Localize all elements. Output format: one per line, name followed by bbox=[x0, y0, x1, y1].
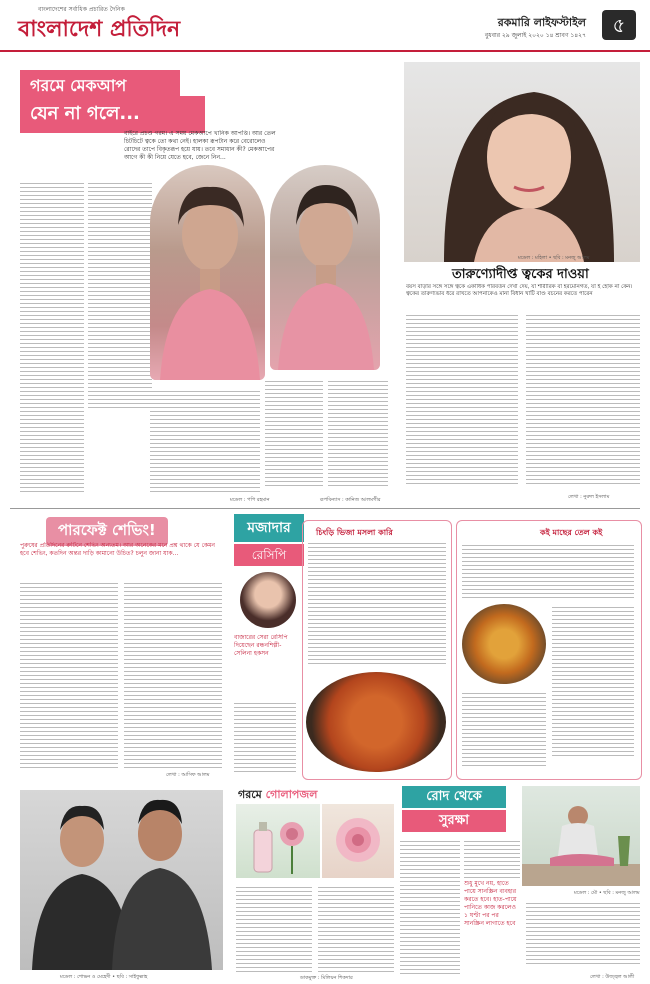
story5-title-line1: রোদ থেকে bbox=[402, 786, 506, 808]
page-number: ৫ bbox=[602, 10, 636, 40]
story1-body-col5 bbox=[328, 378, 388, 493]
section-name: রকমারি লাইফস্টাইল bbox=[497, 16, 586, 29]
section-divider bbox=[10, 508, 640, 509]
rose-petals-photo bbox=[322, 804, 394, 878]
recipe-banner: মজাদার bbox=[234, 514, 304, 542]
story5-body-col1 bbox=[400, 838, 460, 974]
story1-title-line1: গরমে মেকআপ bbox=[20, 70, 180, 103]
newspaper-logo[interactable]: বাংলাদেশের সর্বাধিক প্রচারিত দৈনিক বাংলাদেশ প্রতিদিন bbox=[18, 12, 180, 49]
yoga-model-photo bbox=[522, 786, 640, 886]
recipe-dish2-title: কই মাছের তেল কই bbox=[540, 528, 603, 537]
story5-caption: মডেল : মৌ • ছবি : মনজু আলম bbox=[574, 890, 640, 896]
makeup-model-photo-2 bbox=[270, 165, 380, 370]
yoga-pose-icon bbox=[522, 786, 640, 886]
koi-fish-curry-photo bbox=[462, 604, 546, 684]
story4-body-col2 bbox=[318, 884, 394, 974]
recipe-dish2-body-1 bbox=[462, 542, 634, 602]
story4-title-main: গোলাপজল bbox=[265, 788, 318, 801]
chef-portrait bbox=[240, 572, 296, 628]
recipe-chef-credit: বাজারের সেরা রেসিপি দিয়েছেন রন্ধনশিল্পী- সেলিনা হকসন bbox=[234, 634, 288, 657]
story2-caption: মডেল : মহিলা • ছবি : মনজু আলম bbox=[518, 255, 590, 261]
story4-title-prefix: গরমে bbox=[238, 788, 262, 801]
story3-body-col1 bbox=[20, 580, 118, 770]
story2-title: তারুণ্যোদীপ্ত ত্বকের দাওয়া bbox=[452, 267, 589, 282]
story3-title: পারফেক্ট শেভিং! bbox=[46, 517, 168, 546]
model-silhouette-icon bbox=[150, 165, 265, 380]
story5-byline: লেখা : উজ্জ্বল আলী bbox=[590, 974, 635, 980]
recipe-chef-body bbox=[234, 700, 296, 775]
story5-body-col2 bbox=[464, 838, 520, 878]
story5-pullquote: শুধু মুখে নয়, হাতে পায়ে সানস্ক্রিন ব্যবহার করতে হবে। হাত-পায়ে পানিতে কাজ করলেও ১ ঘণ্টা পর পর সানস্ক্রিন লাগাতে হবে bbox=[464, 880, 517, 927]
story5-title-line2: সুরক্ষা bbox=[402, 810, 506, 832]
story1-body-col2 bbox=[88, 180, 152, 410]
story1-body-col4 bbox=[265, 378, 323, 493]
rose-icon bbox=[322, 804, 394, 878]
logo-tagline: বাংলাদেশের সর্বাধিক প্রচারিত দৈনিক bbox=[38, 6, 125, 13]
story4-byline: ডাকমুক্ত : মিলিয়ন শিকদার bbox=[300, 975, 353, 981]
men-models-icon bbox=[20, 790, 223, 970]
model-portrait-icon bbox=[404, 62, 640, 262]
story1-title-line2: যেন না গলে... bbox=[20, 96, 205, 133]
recipe-dish2-body-2 bbox=[552, 604, 634, 774]
recipe-dish1-title: চিংড়ি ভিজা মসলা কারি bbox=[316, 528, 393, 537]
story1-intro: বাইরে প্রচণ্ড গরম। এ সময় মেকআপে খানিক আপত্তি। আর তেল চিটচিটে ত্বকে তো কথা নেই। হালকা রূপটান করে বেরোলেও রোদের তাপে বিকৃতরূপ হয়ে যায়। তবে সমাধান কী? মেকআপের আগে কী কী নিয়ে যেতে হবে, জেনে নিন... bbox=[124, 130, 276, 161]
makeup-model-photo-1 bbox=[150, 165, 265, 380]
story2-body-col1 bbox=[406, 312, 518, 487]
story2-intro: বয়স বাড়ার সঙ্গে সঙ্গে ত্বকে একাধিক পরিবর্তন দেখা দেয়, যা শারীরিক বা হরমোনগত, যা ই হোক না কেন। ত্বকের তারুণ্যভাব ধরে রাখতে আপনাকেও মানা বিধান খাটি বাণ্ড বচনের করতে পারেন bbox=[406, 284, 633, 297]
story4-body-col1 bbox=[236, 884, 312, 974]
shaving-models-photo bbox=[20, 790, 223, 970]
story2-byline: লেখা : নুরুল ইসলাম bbox=[568, 494, 610, 500]
masthead bbox=[0, 0, 650, 52]
story3-caption: মডেল : শোভন ও মেহেদী • ছবি : সাইফুল্লাহ bbox=[60, 974, 148, 980]
story1-body-col1 bbox=[20, 180, 84, 495]
story4-title bbox=[238, 786, 317, 805]
rose-water-photo bbox=[236, 804, 320, 878]
story1-caption-1: মডেল : পপি রহমান bbox=[230, 497, 270, 503]
recipe-subbanner: রেসিপি bbox=[234, 544, 304, 566]
issue-date: বুধবার ২৯ জুলাই ২০২০ ১৪ শ্রাবণ ১৪২৭ bbox=[484, 32, 586, 39]
story3-byline: লেখা : আসিফ আলম bbox=[166, 772, 210, 778]
story3-body-col2 bbox=[124, 580, 222, 770]
story5-body-col3 bbox=[526, 900, 640, 970]
story1-body-col3 bbox=[150, 388, 260, 498]
story1-caption-2: রূপবিন্যাস : কানিজ আলমগীর bbox=[320, 497, 381, 503]
recipe-dish2-body-3 bbox=[462, 690, 546, 774]
rose-bottle-icon bbox=[236, 804, 320, 878]
story2-body-col2 bbox=[526, 312, 640, 487]
prawn-curry-photo bbox=[306, 672, 446, 772]
recipe-dish1-body bbox=[308, 540, 446, 670]
skin-model-photo bbox=[404, 62, 640, 262]
model-silhouette-icon bbox=[270, 165, 380, 370]
story3-intro: পুরুষের প্রতিদিনের রুটিনে শেভিং অন্যতম। আর অনেকের মনে প্রশ্ন থাকে যে কেমন হবে শেভিং, কতদিন অন্তর দাড়ি কামানো উচিত? চলুন জানা যাক... bbox=[20, 542, 216, 557]
